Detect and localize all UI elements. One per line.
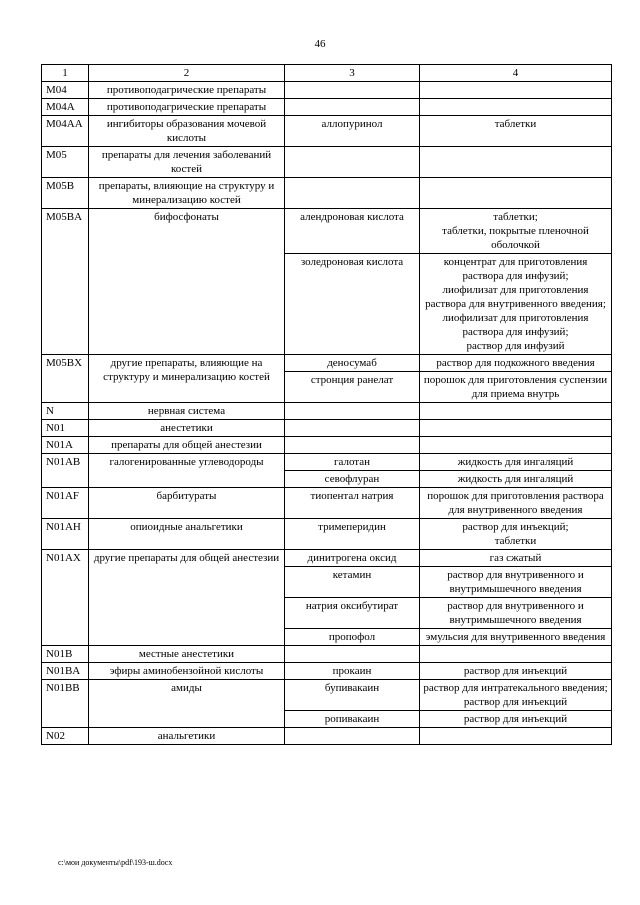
table-row (42, 437, 612, 454)
pharmacological-group-cell: анальгетики (89, 728, 285, 745)
drug-name-cell: севофлуран (285, 471, 420, 488)
dosage-form-cell: раствор для инъекций (420, 663, 612, 680)
drug-name-cell (285, 403, 420, 420)
drug-name-cell: тиопентал натрия (285, 488, 420, 519)
page-number: 46 (314, 38, 326, 50)
pharmacological-group-cell: препараты для лечения заболеваний костей (89, 147, 285, 178)
pharmacological-group-cell: нервная система (89, 403, 285, 420)
atc-code-cell: N01AB (42, 454, 89, 488)
table-row (42, 403, 612, 420)
drug-name-cell: динитрогена оксид (285, 550, 420, 567)
pharmacological-group-cell: местные анестетики (89, 646, 285, 663)
table-row (42, 646, 612, 663)
pharmacological-group-cell: бифосфонаты (89, 209, 285, 355)
header-cell-4: 4 (420, 65, 612, 82)
table-row (42, 116, 612, 147)
atc-code-cell: M04AA (42, 116, 89, 147)
table-row (42, 728, 612, 745)
dosage-form-cell (420, 437, 612, 454)
atc-code-cell: N01BA (42, 663, 89, 680)
atc-code-cell: N01AH (42, 519, 89, 550)
table-row (42, 454, 612, 471)
table-row (42, 420, 612, 437)
table-row (42, 99, 612, 116)
table-row (42, 147, 612, 178)
drug-name-cell: кетамин (285, 567, 420, 598)
dosage-form-cell: жидкость для ингаляций (420, 454, 612, 471)
drug-name-cell (285, 82, 420, 99)
dosage-form-cell: эмульсия для внутривенного введения (420, 629, 612, 646)
dosage-form-cell: порошок для приготовления раствора для внутривенного введения (420, 488, 612, 519)
dosage-form-cell: раствор для интратекального введения; раствор для инъекций (420, 680, 612, 711)
file-path-footer: c:\мои документы\pdf\193-ш.docx (58, 858, 173, 867)
dosage-form-cell: раствор для подкожного введения (420, 355, 612, 372)
dosage-form-cell: таблетки (420, 116, 612, 147)
atc-code-cell: N01AF (42, 488, 89, 519)
dosage-form-cell: таблетки; таблетки, покрытые пленочной оболочкой (420, 209, 612, 254)
table-row (42, 209, 612, 254)
atc-code-cell: N01AX (42, 550, 89, 646)
pharmacological-group-cell: галогенированные углеводороды (89, 454, 285, 488)
drug-name-cell: алендроновая кислота (285, 209, 420, 254)
dosage-form-cell: газ сжатый (420, 550, 612, 567)
dosage-form-cell (420, 403, 612, 420)
atc-code-cell: M05BX (42, 355, 89, 403)
table-row (42, 355, 612, 372)
table-row (42, 663, 612, 680)
dosage-form-cell: порошок для приготовления суспензии для приема внутрь (420, 372, 612, 403)
drug-name-cell (285, 147, 420, 178)
atc-code-cell: N (42, 403, 89, 420)
pharmacological-group-cell: барбитураты (89, 488, 285, 519)
drug-name-cell: прокаин (285, 663, 420, 680)
table-row (42, 488, 612, 519)
dosage-form-cell: раствор для внутривенного и внутримышечного введения (420, 567, 612, 598)
dosage-form-cell (420, 646, 612, 663)
pharmacological-group-cell: противоподагрические препараты (89, 99, 285, 116)
atc-code-cell: N01A (42, 437, 89, 454)
drug-name-cell: деносумаб (285, 355, 420, 372)
dosage-form-cell (420, 147, 612, 178)
drug-name-cell: пропофол (285, 629, 420, 646)
dosage-form-cell: жидкость для ингаляций (420, 471, 612, 488)
drug-name-cell (285, 728, 420, 745)
pharmacological-group-cell: противоподагрические препараты (89, 82, 285, 99)
pharmacological-group-cell: опиоидные анальгетики (89, 519, 285, 550)
pharmacological-group-cell: препараты для общей анестезии (89, 437, 285, 454)
dosage-form-cell (420, 178, 612, 209)
drug-name-cell: тримеперидин (285, 519, 420, 550)
dosage-form-cell (420, 82, 612, 99)
table-row (42, 550, 612, 567)
dosage-form-cell: раствор для внутривенного и внутримышечного введения (420, 598, 612, 629)
table-row (42, 680, 612, 711)
atc-code-cell: M05B (42, 178, 89, 209)
pharmacological-group-cell: эфиры аминобензойной кислоты (89, 663, 285, 680)
pharmacological-group-cell: другие препараты для общей анестезии (89, 550, 285, 646)
atc-code-cell: M04A (42, 99, 89, 116)
drug-name-cell (285, 99, 420, 116)
dosage-form-cell (420, 420, 612, 437)
header-cell-1: 1 (42, 65, 89, 82)
pharmacological-group-cell: другие препараты, влияющие на структуру и минерализацию костей (89, 355, 285, 403)
drug-name-cell: натрия оксибутират (285, 598, 420, 629)
table-row (42, 519, 612, 550)
atc-code-cell: M05BA (42, 209, 89, 355)
medicines-table (41, 64, 612, 745)
drug-name-cell (285, 437, 420, 454)
drug-name-cell (285, 178, 420, 209)
table-header-row (42, 65, 612, 82)
atc-code-cell: N01B (42, 646, 89, 663)
drug-name-cell: галотан (285, 454, 420, 471)
drug-name-cell: стронция ранелат (285, 372, 420, 403)
drug-name-cell: ропивакаин (285, 711, 420, 728)
atc-code-cell: M04 (42, 82, 89, 99)
drug-name-cell: бупивакаин (285, 680, 420, 711)
pharmacological-group-cell: анестетики (89, 420, 285, 437)
dosage-form-cell: раствор для инъекций; таблетки (420, 519, 612, 550)
pharmacological-group-cell: препараты, влияющие на структуру и минерализацию костей (89, 178, 285, 209)
table-row (42, 82, 612, 99)
drug-name-cell: золедроновая кислота (285, 254, 420, 355)
drug-name-cell (285, 420, 420, 437)
drug-name-cell: аллопуринол (285, 116, 420, 147)
pharmacological-group-cell: ингибиторы образования мочевой кислоты (89, 116, 285, 147)
dosage-form-cell (420, 99, 612, 116)
table-row (42, 178, 612, 209)
drug-name-cell (285, 646, 420, 663)
atc-code-cell: N02 (42, 728, 89, 745)
header-cell-2: 2 (89, 65, 285, 82)
dosage-form-cell: раствор для инъекций (420, 711, 612, 728)
atc-code-cell: M05 (42, 147, 89, 178)
atc-code-cell: N01 (42, 420, 89, 437)
dosage-form-cell (420, 728, 612, 745)
dosage-form-cell: концентрат для приготовления раствора для инфузий; лиофилизат для приготовления раствора для внутривенного введения; лиофилизат для приготовления раствора для инфузий; раствор для инфузий (420, 254, 612, 355)
atc-code-cell: N01BB (42, 680, 89, 728)
pharmacological-group-cell: амиды (89, 680, 285, 728)
header-cell-3: 3 (285, 65, 420, 82)
